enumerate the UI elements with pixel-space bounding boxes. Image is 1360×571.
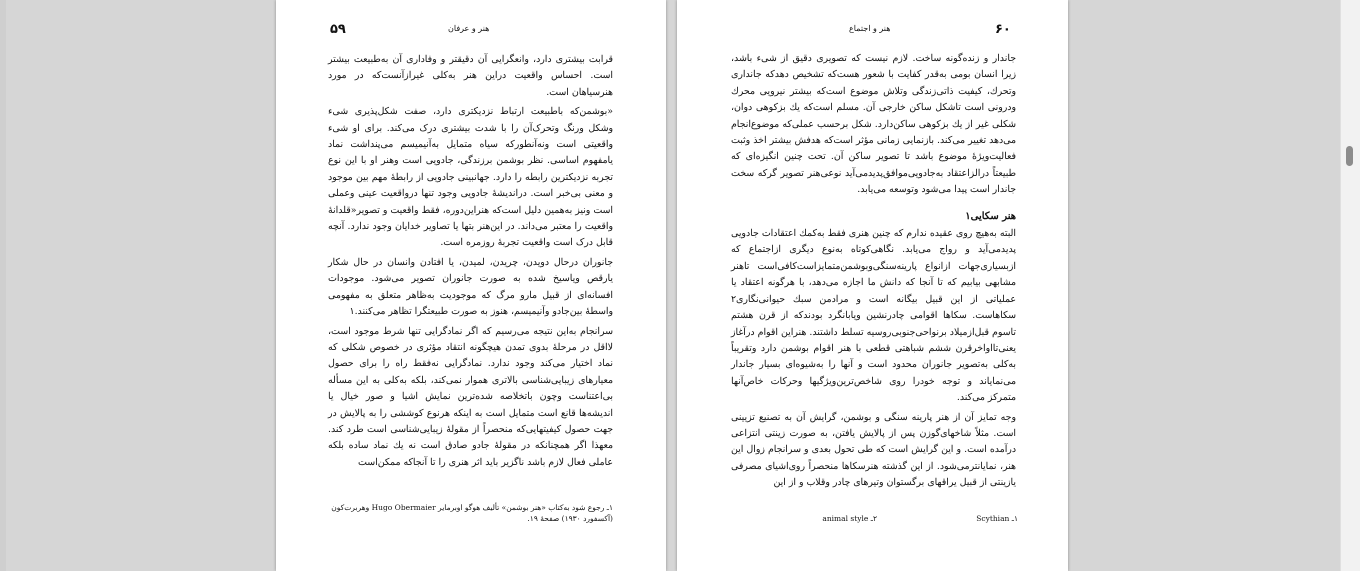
page-body [328,52,613,474]
footnote: ۱ـ رجوع شود به‌کتاب «هنر بوشمن» تألیف هوگو اوبرمایر Hugo Obermaier وهربرت‌کون (آکسفورد ۱۹۳۰) صفحهٔ ۱۹. [331,503,613,523]
page-60 [677,0,1068,571]
section-heading: هنر سکایی۱ [965,210,1016,222]
scrollbar-thumb[interactable] [1346,146,1353,166]
footnote-right: ۱ـ Scythian [976,514,1018,523]
paragraph: جانوران درحال دویدن، چریدن، لمیدن، یا افتادن وانسان در حال شکار یارقص ویاسیخ شده به صورت جانوران تصویر می‌شود. موجودات افسانه‌ای از قبیل مارو مرگ که موجودیت به‌ظاهر متعلق به مفهومی واسطهٔ بین‌جادو وآنیمیسم، هنوز به صورت طبیعتگرا تظاهر می‌کنند.۱ [328,256,613,318]
paragraph: قرابت بیشتری دارد، وانعگرایی آن دقیقتر و وفاداری آن به‌طبیعت بیشتر است. احساس واقعیت دراین هنر به‌کلی غیرازآنست‌که در مورد هنرسیاهان است. [328,54,613,98]
page-body [731,51,1016,495]
page-59 [276,0,666,571]
paragraph: البته به‌هیچ روی عقیده ندارم که چنین هنری فقط به‌کمك اعتقادات جادویی پدیدمی‌آید و رواج می‌یابد. نگاهی‌کوتاه به‌نوع دیگری ازاجتماع که ازبسیاری‌جهات ازانواع پارینه‌سنگی‌وبوشمن‌متمایزاست‌کافی‌است تاهنر مشابهی بیابیم که تا آنجا که دانش ما اجازه می‌دهد، با هرگونه اعتقاد یا عملیاتی از این قبیل بیگانه است و مرادمن سبك حیوانی‌نگاری۲ سکاهاست. سکاها اقوامی چادرنشین ویابانگرد بودندکه از قرن هشتم تاسوم قبل‌ازمیلاد برنواحی‌جنوبی‌روسیه تسلط داشتند. هنراین اقوام درآغاز یعنی‌تااواخرقرن ششم شباهتی قطعی با هنر اقوام بوشمن دارد وتقریباً به‌کلی به‌تصویر جانوران محدود است و آنها را به‌شیوه‌ای بسیار جاندار می‌نمایاند و توجه خودرا روی شاخص‌ترین‌ویژگیها وحرکات خاص‌آنها متمرکز می‌کند. [731,228,1016,404]
vertical-scrollbar[interactable] [1340,0,1360,571]
paragraph: وجه تمایز آن از هنر پارینه سنگی و بوشمن، گرایش آن به تصنیع تزیینی است. مثلاً شاخهای‌گوزن پس از پالایش یافتن، به صورت زینتی انتزاعی درآمده است. و این گرایش است که طی تحول بعدی و سرانجام زوال این هنر، نمایانترمی‌شود. از این گذشته هنرسکاها منحصراً روی‌اشیای مصرفی یازینتی از قبیل یراقهای برگستوان وتیرهای چادر وقلاب و از این [731,411,1016,489]
paragraph: «بوشمن‌که باطبیعت ارتباط نزدیکتری دارد، صفت شکل‌پذیری شیء وشکل ورنگ وتحرک‌آن را با شدت بیشتری درک می‌کند. برای او شیء واقعیتی است ونه‌آنطورکه سیاه متمایل به‌آنیمیسم می‌پنداشت نماد یامفهوم اساسی. نظر بوشمن برزندگی، جادویی است وهنر او با این نوع تجربه نزدیکترین رابطه را دارد. جهانبینی جادویی از رابطهٔ مهم بین موجود و معنی بی‌خبر است. دراندیشهٔ جادویی وجود تنها درواقعیت عینی وعملی است ونیز به‌همین دلیل است‌که هنراین‌دوره، فقط واقعیت و تصویر«قلدانهٔ واقعیت را معتبر می‌داند. در این‌هنر بتها یا تصاویر خدایان وجود ندارد. آنچه قابل درک است واقعیت تجربهٔ روزمره است. [328,106,613,249]
running-header: هنر و عرفان [448,24,490,33]
paragraph: جاندار و زنده‌گونه ساخت. لازم نیست که تصویری دقیق از شیء باشد، زیرا انسان بومی به‌قدر کفایت با شعور هست‌که تشخیص دهدکه جانداری وتحرك، کیفیت ذاتی‌زندگی وتلاش موضوع است‌که بیشتر نیرویی محرك ودرونی است تاشکل ساکن خارجی آن. مسلم است‌که یك بزکوهی دوان، شکلی غیر از یك بزکوهی ساکن‌دارد. شکل برحسب عملی‌که موضوع‌انجام می‌دهد تغییر می‌کند. بازنمایی زمانی مؤثر است‌که هدفش بیشتر اخذ وثبت فعالیت‌ویژهٔ موضوع باشد تا تصویر ساکن آن. تحت چنین انگیزه‌ای که طبیعتاً درالزاعتقاد به‌جادویی‌موافق‌پدیدمی‌آید نوعی‌هنر تصویر گرکه سخت جاندار است پیدا می‌شود وتوسعه می‌یابد. [731,53,1016,196]
page-number: ۶۰ [995,22,1011,37]
footnote-left: ۲ـ animal style [822,514,877,523]
paragraph: سرانجام به‌این نتیجه می‌رسیم که اگر نمادگرایی تنها شرط موجود است، لااقل در مرحلهٔ بدوی تمدن هیچگونه انتقاد مؤثری در خصوص شکلی که نماد اختیار می‌کند وجود ندارد. نمادگرایی نه‌فقط راه را برای حصول معیارهای زیبایی‌شناسی بالاتری هموار نمی‌کند، بلکه به‌کلی به این مسأله بی‌اعتناست وچون باتخلاصه شده‌ترین نمایش اشیا و صور خیال یا اندیشه‌ها قانع است متمایل است به اینکه هرنوع کوششی را به پالایش در جهت حصول کیفیتهایی‌که منحصراً از مقولهٔ زیبایی‌شناسی است طرد کند. معهذا اگر همچنانکه در مقولهٔ جادو صادق است نه یك نماد ساده بلکه عاملی فعال لازم باشد ناگزیر باید اثر هنری را تا آنجاکه ممکن‌است [328,325,613,468]
viewer-edge [0,0,6,571]
page-number: ۵۹ [330,22,346,37]
running-header: هنر و اجتماع [849,24,891,33]
